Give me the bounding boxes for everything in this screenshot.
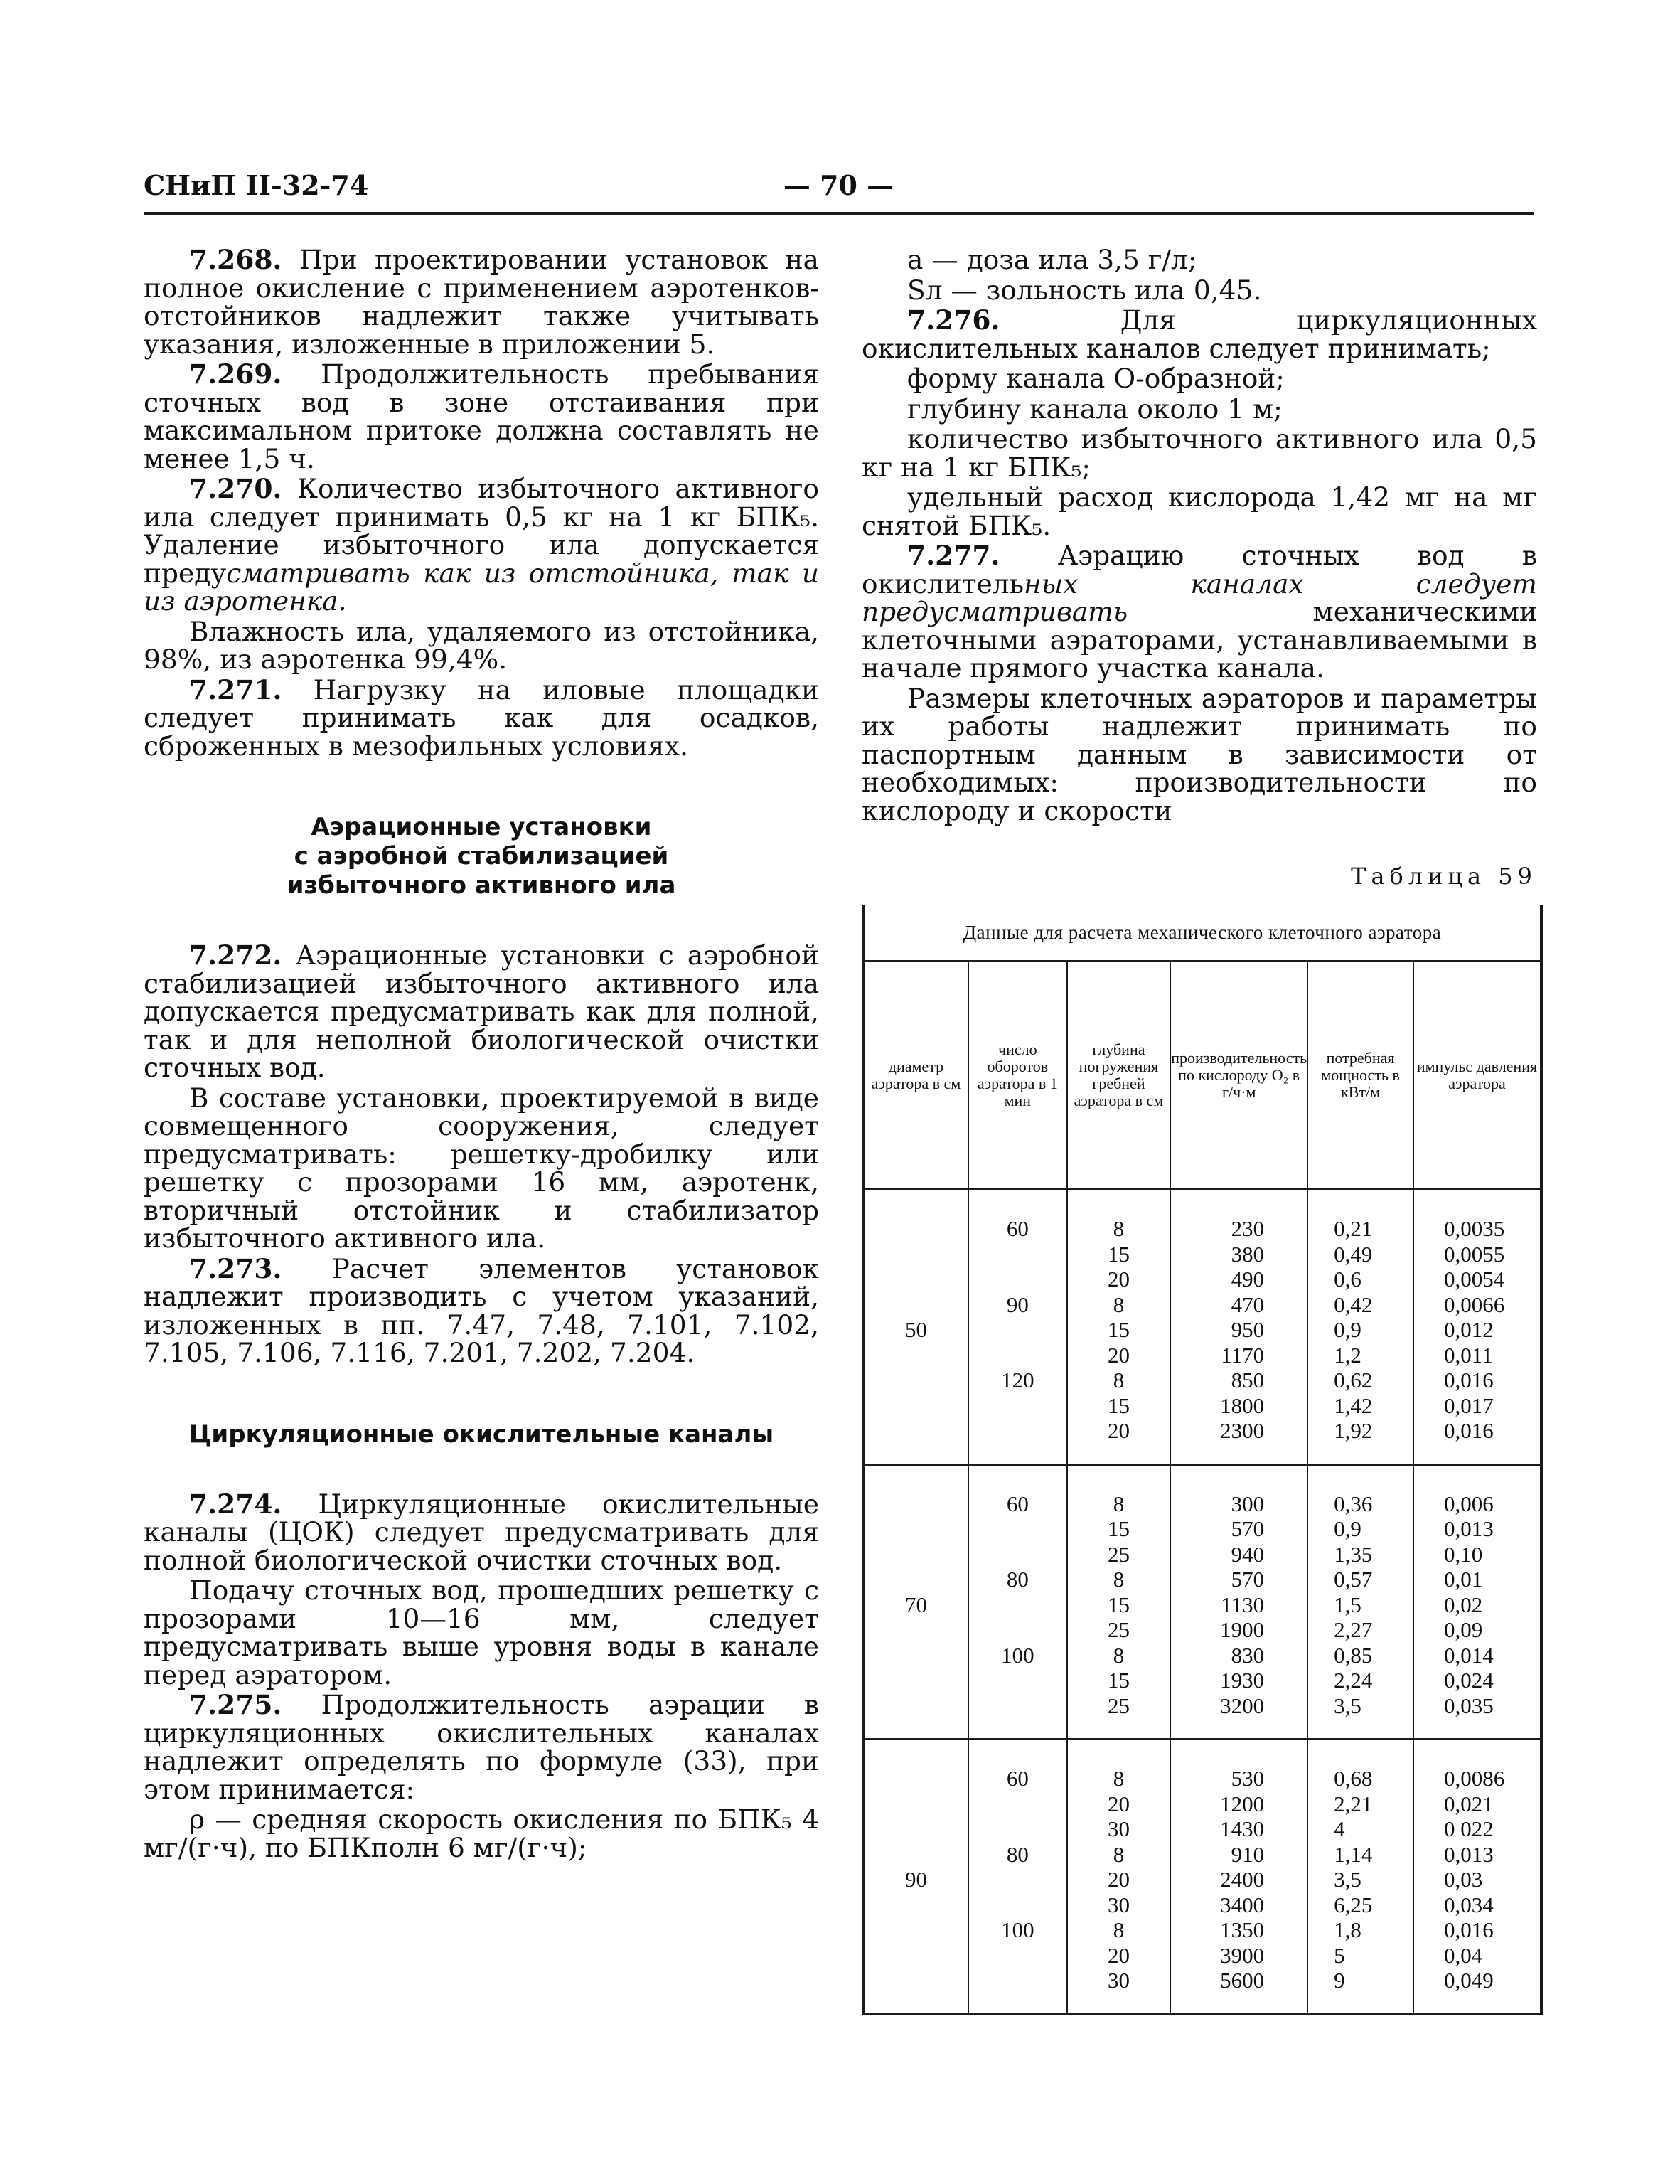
table-cell-value: 0,42	[1334, 1291, 1373, 1317]
table-cell-value: 1,92	[1334, 1418, 1373, 1443]
table-cell-value: 470	[1231, 1291, 1265, 1317]
list-item: количество избыточного активного ила 0,5 кг на 1 кг БПК₅;	[862, 423, 1537, 483]
paragraph-text: механическими клеточными аэраторами, устанавливаемыми в начале прямого участка канала.	[862, 596, 1537, 683]
impulse-cell	[1413, 1464, 1540, 1740]
table-cell-value: 15	[1107, 1516, 1130, 1541]
paragraph-7-268	[144, 246, 819, 358]
table-cell-value: 1,2	[1334, 1342, 1361, 1368]
table-cell-value: 0,09	[1443, 1617, 1483, 1642]
paragraph-7-273	[144, 1252, 819, 1368]
table-cell-value: 8	[1113, 1766, 1125, 1791]
table-cell-value: 1,8	[1334, 1917, 1361, 1942]
table-cell-value: 8	[1113, 1841, 1125, 1867]
table-cell-value: 0,012	[1443, 1317, 1494, 1342]
clause-number: 7.277.	[907, 540, 1000, 571]
table-cell-value: 0,49	[1334, 1241, 1373, 1267]
heading-line: избыточного активного ила	[287, 871, 676, 900]
table-cell-value: 1,42	[1334, 1392, 1373, 1418]
table-cell-value: 0,68	[1334, 1766, 1373, 1791]
table-cell-value: 0,0035	[1443, 1216, 1505, 1241]
impulse-cell	[1413, 1190, 1540, 1465]
table-cell-value: 0,016	[1443, 1917, 1494, 1942]
table-cell-value: 8	[1113, 1216, 1125, 1241]
table-cell-value: 8	[1113, 1917, 1125, 1942]
clause-number: 7.270.	[189, 473, 282, 504]
paragraph-7-272	[144, 939, 819, 1083]
table-cell-value: 5600	[1220, 1968, 1265, 1993]
paragraph-7-275	[144, 1691, 819, 1804]
table-cell-value: 0,04	[1443, 1942, 1483, 1968]
table-cell-value: 2,21	[1334, 1791, 1373, 1816]
table-cell-value: 1,14	[1334, 1841, 1373, 1867]
page-header	[144, 169, 1534, 215]
table-cell-value: 3200	[1220, 1693, 1265, 1718]
list-item: удельный расход кислорода 1,42 мг на мг снятой БПК₅.	[862, 481, 1537, 541]
table-59	[862, 905, 1543, 2015]
table-cell-value: 950	[1231, 1317, 1265, 1342]
paragraph-7-277	[862, 542, 1537, 683]
table-cell-value: 90	[1006, 1291, 1029, 1317]
productivity-cell	[1170, 1740, 1307, 2015]
table-cell-value: 1800	[1220, 1392, 1265, 1418]
clause-number: 7.269.	[189, 358, 282, 390]
table-cell-value: 2,27	[1334, 1617, 1373, 1642]
table-cell-value: 0,014	[1443, 1642, 1494, 1668]
table-cell-value: 20	[1107, 1418, 1130, 1443]
table-cell-value: 1430	[1220, 1816, 1265, 1841]
power-cell	[1307, 1740, 1413, 2015]
paragraph-text: Циркуляционные окислительные каналы (ЦОК) следует предусматривать для полной биологической очистки сточных вод.	[144, 1488, 819, 1576]
clause-number: 7.272.	[189, 939, 282, 971]
table-cell-value: 20	[1107, 1791, 1130, 1816]
table-cell-value: 910	[1231, 1841, 1265, 1867]
table-cell-value: 0,013	[1443, 1841, 1494, 1867]
table-cell-value: 0,0066	[1443, 1291, 1505, 1317]
table-cell-value: 0,013	[1443, 1516, 1494, 1541]
depth-cell	[1067, 1740, 1171, 2015]
paragraph-text-italic: ных каналах следует предусматривать	[862, 568, 1537, 627]
table-cell-value: 0,034	[1443, 1892, 1494, 1917]
table-cell-value: 0,62	[1334, 1368, 1373, 1392]
document-code: СНиП II-32-74	[144, 169, 369, 201]
table-cell-value: 60	[1006, 1766, 1029, 1791]
table-cell-value: 530	[1231, 1766, 1265, 1791]
clause-number: 7.275.	[189, 1689, 282, 1720]
speed-cell	[968, 1464, 1067, 1740]
paragraph-text: При проектировании установок на полное окисление с применением аэротенков-отстойников надлежит также учитывать указания, изложенные в приложении 5.	[144, 244, 819, 360]
paragraph-text: Продолжительность пребывания сточных вод в зоне отстаивания при максимальном притоке должна составлять не менее 1,5 ч.	[144, 358, 819, 474]
list-item: глубину канала около 1 м;	[907, 393, 1283, 425]
table-cell-value: 30	[1107, 1968, 1130, 1993]
table-cell-value: 8	[1113, 1642, 1125, 1668]
column-header: производительность по кислороду O₂ в г/ч·м	[1170, 962, 1307, 1190]
table-cell-value: 570	[1231, 1567, 1265, 1592]
table-cell-value: 0,0086	[1443, 1766, 1505, 1791]
table-cell-value: 0,021	[1443, 1791, 1494, 1816]
table-cell-value: 30	[1107, 1816, 1130, 1841]
table-cell-value: 0,9	[1334, 1317, 1361, 1342]
speed-cell	[968, 1740, 1067, 2015]
table-cell-value: 3,5	[1334, 1867, 1361, 1892]
clause-number: 7.268.	[189, 244, 282, 275]
table-cell-value: 4	[1334, 1816, 1345, 1841]
table-cell-value: 8	[1113, 1491, 1125, 1516]
table-cell-value: 0,01	[1443, 1567, 1483, 1592]
paragraph-7-271	[144, 673, 819, 762]
diameter-cell: 90	[865, 1740, 968, 2015]
table-cell-value: 0 022	[1443, 1816, 1494, 1841]
table-cell-value: 9	[1334, 1968, 1345, 1993]
table-cell-value: 15	[1107, 1241, 1130, 1267]
table-cell-value: 490	[1231, 1267, 1265, 1291]
table-cell-value: 940	[1231, 1541, 1265, 1567]
table-cell-value: 15	[1107, 1668, 1130, 1693]
paragraph-text: Для циркуляционных окислительных каналов следует принимать;	[862, 304, 1537, 364]
column-header: потребная мощность в кВт/м	[1307, 962, 1413, 1190]
diameter-cell: 70	[865, 1464, 968, 1740]
table-cell-value: 120	[1001, 1368, 1034, 1392]
clause-number: 7.274.	[189, 1488, 282, 1520]
table-cell-value: 1900	[1220, 1617, 1265, 1642]
table-label: Таблица 59	[1351, 863, 1537, 890]
table-cell-value: 25	[1107, 1541, 1130, 1567]
table-cell-value: 3,5	[1334, 1693, 1361, 1718]
paragraph-7-269	[144, 358, 819, 474]
table-cell-value: 100	[1001, 1917, 1034, 1942]
section-heading-aeration	[144, 813, 819, 900]
paragraph-7-277-sizes: Размеры клеточных аэраторов и параметры их работы надлежит принимать по паспортным данным в зависимости от необходимых: производительности по кислороду и скорости	[862, 682, 1537, 826]
section-heading-channels: Циркуляционные окислительные каналы	[188, 1419, 774, 1449]
table-cell-value: 0,035	[1443, 1693, 1494, 1718]
formula-variable-s: Sл — зольность ила 0,45.	[907, 274, 1262, 306]
table-cell-value: 0,57	[1334, 1567, 1373, 1592]
table-cell-value: 300	[1231, 1491, 1265, 1516]
table-cell-value: 1130	[1221, 1592, 1265, 1617]
table-cell-value: 3900	[1220, 1942, 1265, 1968]
speed-cell	[968, 1190, 1067, 1465]
table-cell-value: 0,011	[1443, 1342, 1493, 1368]
table-cell-value: 230	[1231, 1216, 1265, 1241]
table-cell-value: 20	[1107, 1267, 1130, 1291]
table-row-group	[865, 1464, 1540, 1740]
paragraph-7-274	[144, 1488, 819, 1576]
table-cell-value: 30	[1107, 1892, 1130, 1917]
paragraph-7-275-rho: ρ — средняя скорость окисления по БПК₅ 4 мг/(г·ч), по БПКполн 6 мг/(г·ч);	[144, 1804, 819, 1863]
table-cell-value: 20	[1107, 1342, 1130, 1368]
paragraph-text: Расчет элементов установок надлежит производить с учетом указаний, изложенных в пп. 7.47, 7.48, 7.101, 7.102, 7.105, 7.106, 7.116, 7.201, 7.202, 7.204.	[144, 1252, 819, 1368]
table-cell-value: 0,85	[1334, 1642, 1373, 1668]
formula-variable-a: a — доза ила 3,5 г/л;	[907, 244, 1197, 275]
table-cell-value: 25	[1107, 1693, 1130, 1718]
table-cell-value: 0,0054	[1443, 1267, 1505, 1291]
table-cell-value: 1,35	[1334, 1541, 1373, 1567]
table-cell-value: 1350	[1220, 1917, 1265, 1942]
table-cell-value: 0,21	[1334, 1216, 1373, 1241]
table-cell-value: 60	[1006, 1491, 1029, 1516]
table-cell-value: 8	[1113, 1291, 1125, 1317]
depth-cell	[1067, 1464, 1171, 1740]
right-column	[862, 246, 1537, 825]
column-header: глубина погружения гребней аэратора в см	[1067, 962, 1171, 1190]
table-cell-value: 0,024	[1443, 1668, 1494, 1693]
paragraph-text-italic: сматривать как из отстойника, так и из аэротенка.	[144, 557, 819, 617]
left-column	[144, 246, 819, 1862]
diameter-cell: 50	[865, 1190, 968, 1465]
table-row-group	[865, 1190, 1540, 1465]
table-cell-value: 380	[1231, 1241, 1265, 1267]
table-cell-value: 15	[1107, 1392, 1130, 1418]
table-cell-value: 0,016	[1443, 1368, 1494, 1392]
table-cell-value: 850	[1231, 1368, 1265, 1392]
power-cell	[1307, 1190, 1413, 1465]
table-cell-value: 8	[1113, 1368, 1125, 1392]
table-cell-value: 0,016	[1443, 1418, 1494, 1443]
table-cell-value: 20	[1107, 1867, 1130, 1892]
table-cell-value: 0,9	[1334, 1516, 1361, 1541]
table-cell-value: 0,017	[1443, 1392, 1494, 1418]
table-cell-value: 15	[1107, 1317, 1130, 1342]
list-item: форму канала О-образной;	[907, 363, 1285, 394]
table-cell-value: 1930	[1220, 1668, 1265, 1693]
table-cell-value: 0,049	[1443, 1968, 1494, 1993]
table-cell-value: 15	[1107, 1592, 1130, 1617]
table-cell-value: 570	[1231, 1516, 1265, 1541]
table-cell-value: 20	[1107, 1942, 1130, 1968]
clause-number: 7.273.	[189, 1252, 282, 1284]
paragraph-7-270-moisture: Влажность ила, удаляемого из отстойника, 98%, из аэротенка 99,4%.	[144, 615, 819, 675]
depth-cell	[1067, 1190, 1171, 1465]
heading-line: Аэрационные установки	[311, 813, 652, 841]
table-cell-value: 1170	[1221, 1342, 1265, 1368]
table-cell-value: 80	[1006, 1567, 1029, 1592]
paragraph-text: Продолжительность аэрации в циркуляционных окислительных каналах надлежит определять по формуле (33), при этом принимается:	[144, 1689, 819, 1805]
table-caption: Данные для расчета механического клеточного аэратора	[865, 905, 1540, 962]
column-header: импульс давления аэратора	[1413, 962, 1540, 1190]
table-cell-value: 2400	[1220, 1867, 1265, 1892]
table-cell-value: 80	[1006, 1841, 1029, 1867]
column-header: диаметр аэратора в см	[865, 962, 968, 1190]
table-cell-value: 2300	[1220, 1418, 1265, 1443]
table-cell-value: 6,25	[1334, 1892, 1373, 1917]
table-body	[865, 1190, 1540, 2015]
table-cell-value: 8	[1113, 1567, 1125, 1592]
column-header: число оборотов аэратора в 1 мин	[968, 962, 1067, 1190]
paragraph-text: Нагрузку на иловые площадки следует принимать как для осадков, сброженных в мезофильных условиях.	[144, 673, 819, 762]
power-cell	[1307, 1464, 1413, 1740]
paragraph-text: Аэрацию сточных вод в окислитель	[862, 540, 1537, 600]
table-cell-value: 0,0055	[1443, 1241, 1505, 1267]
clause-number: 7.271.	[189, 673, 282, 705]
table-cell-value: 830	[1231, 1642, 1265, 1668]
table-cell-value: 0,02	[1443, 1592, 1483, 1617]
page-number: — 70 —	[783, 169, 894, 201]
table-row-group	[865, 1740, 1540, 2015]
paragraph-7-272-composition: В составе установки, проектируемой в виде совмещенного сооружения, следует предусматривать: решетку-дробилку или решетку с прозорами 16 мм, аэротенк, вторичный отстойник и стабилизатор избыточного активного ила.	[144, 1082, 819, 1254]
paragraph-7-274-feed: Подачу сточных вод, прошедших решетку с прозорами 10—16 мм, следует предусматривать выше уровня воды в канале перед аэратором.	[144, 1575, 819, 1690]
table-caption-row	[865, 905, 1540, 962]
heading-line: с аэробной стабилизацией	[294, 842, 669, 870]
paragraph-text: Аэрационные установки с аэробной стабилизацией избыточного активного ила допускается предусматривать как для полной, так и для неполной биологической очистки сточных вод.	[144, 939, 819, 1083]
paragraph-text: Количество избыточного активного ила следует принимать 0,5 кг на 1 кг БПК₅. Удаление избыточного ила допускается преду	[144, 473, 819, 589]
paragraph-7-270	[144, 475, 819, 616]
productivity-cell	[1170, 1464, 1307, 1740]
table-cell-value: 0,03	[1443, 1867, 1483, 1892]
table-cell-value: 25	[1107, 1617, 1130, 1642]
productivity-cell	[1170, 1190, 1307, 1465]
table-cell-value: 2,24	[1334, 1668, 1373, 1693]
table-cell-value: 5	[1334, 1942, 1345, 1968]
aerator-table	[865, 905, 1540, 2015]
table-cell-value: 0,006	[1443, 1491, 1494, 1516]
impulse-cell	[1413, 1740, 1540, 2015]
table-cell-value: 100	[1001, 1642, 1034, 1668]
table-cell-value: 1,5	[1334, 1592, 1361, 1617]
table-cell-value: 60	[1006, 1216, 1029, 1241]
table-cell-value: 0,36	[1334, 1491, 1373, 1516]
table-cell-value: 0,6	[1334, 1267, 1361, 1291]
table-cell-value: 3400	[1220, 1892, 1265, 1917]
table-cell-value: 1200	[1220, 1791, 1265, 1816]
paragraph-7-276	[862, 304, 1537, 364]
table-header-row	[865, 962, 1540, 1190]
table-cell-value: 0,10	[1443, 1541, 1483, 1567]
clause-number: 7.276.	[907, 304, 1000, 336]
